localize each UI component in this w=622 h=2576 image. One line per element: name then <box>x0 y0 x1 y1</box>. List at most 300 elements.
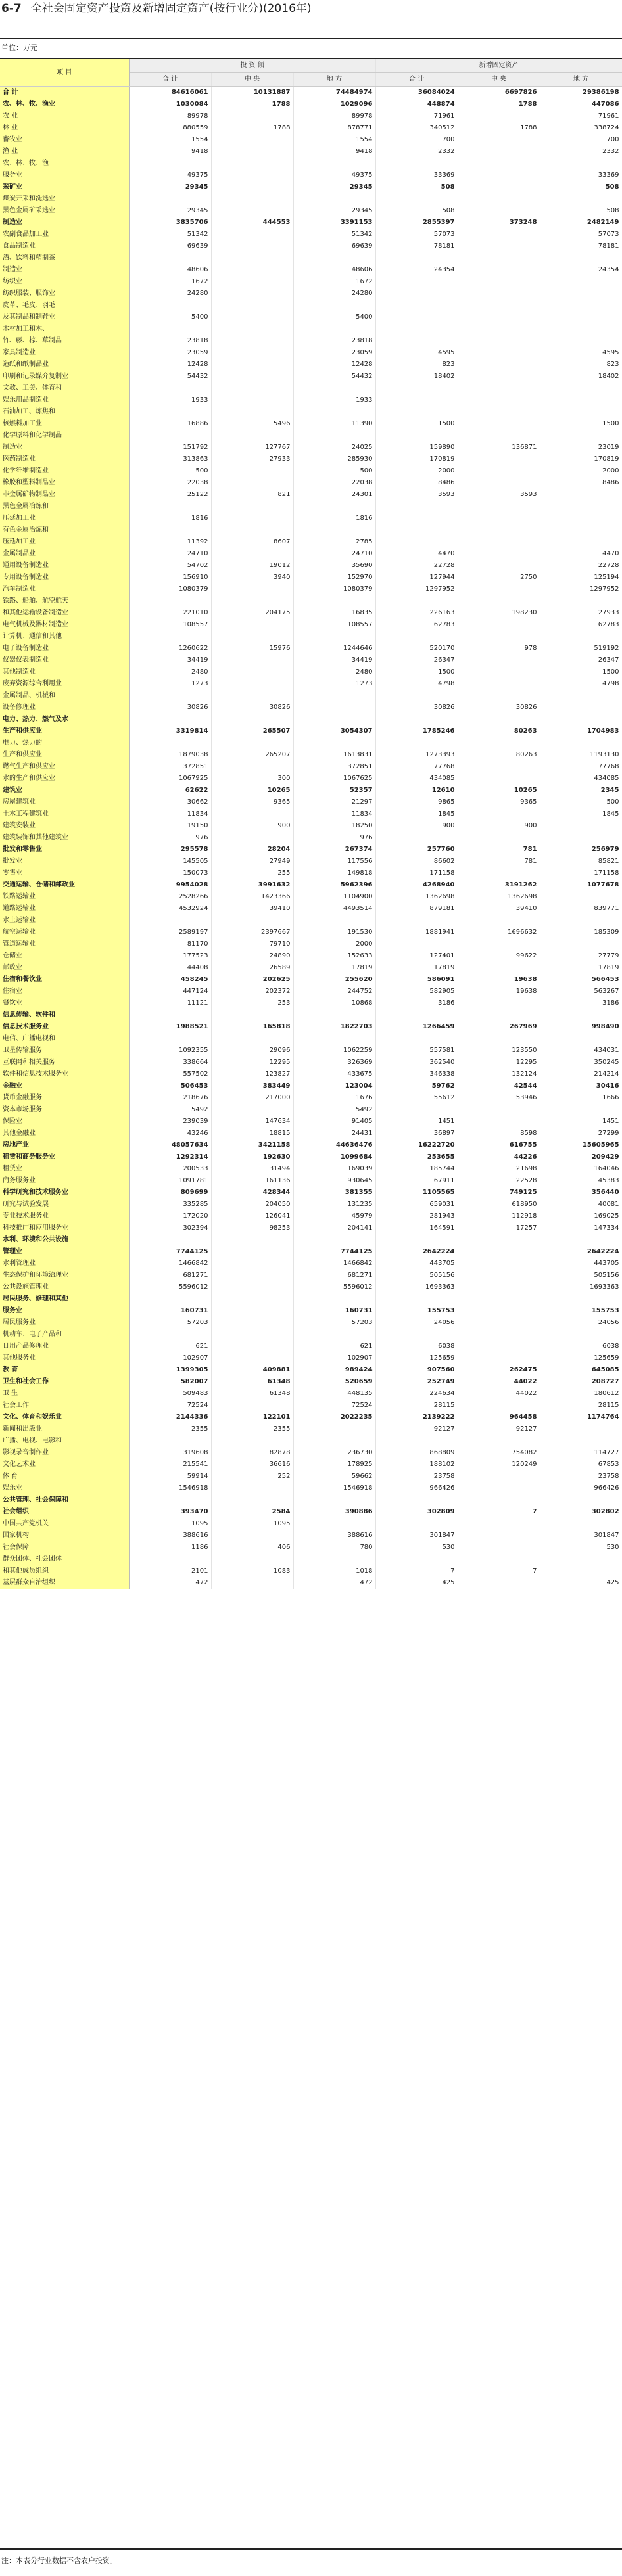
cell-invest-total: 16886 <box>129 418 211 430</box>
cell-invest-total: 1091781 <box>129 1175 211 1187</box>
cell-invest-total: 1933 <box>129 394 211 406</box>
cell-invest-local <box>293 406 375 418</box>
cell-invest-central <box>211 1352 293 1364</box>
cell-new-central: 30826 <box>458 702 540 714</box>
cell-invest-local: 5400 <box>293 311 375 323</box>
cell-new-local: 27779 <box>540 950 622 962</box>
cell-invest-total: 2480 <box>129 666 211 678</box>
cell-invest-total: 2589197 <box>129 927 211 938</box>
row-label: 医药制造业 <box>0 453 129 465</box>
cell-invest-total <box>129 690 211 702</box>
cell-new-central <box>458 1471 540 1483</box>
table-row <box>0 1412 622 1423</box>
cell-new-central <box>458 110 540 122</box>
table-row <box>0 193 622 205</box>
cell-invest-local: 267374 <box>293 844 375 856</box>
row-label: 租赁和商务服务业 <box>0 1151 129 1163</box>
cell-new-central: 978 <box>458 643 540 655</box>
cell-invest-central: 122101 <box>211 1412 293 1423</box>
cell-invest-central <box>211 170 293 181</box>
cell-new-total: 127401 <box>375 950 458 962</box>
cell-invest-total: 557502 <box>129 1069 211 1080</box>
row-label: 邮政业 <box>0 962 129 974</box>
header-item: 项 目 <box>0 59 129 87</box>
cell-invest-central <box>211 595 293 607</box>
cell-new-local <box>540 489 622 501</box>
cell-new-total: 125659 <box>375 1352 458 1364</box>
cell-invest-total <box>129 1435 211 1447</box>
cell-invest-total: 151792 <box>129 442 211 453</box>
cell-new-central <box>458 465 540 477</box>
cell-invest-total <box>129 1329 211 1341</box>
cell-invest-local: 1676 <box>293 1092 375 1104</box>
cell-invest-total: 81170 <box>129 938 211 950</box>
cell-invest-central: 10265 <box>211 785 293 796</box>
cell-new-total: 2139222 <box>375 1412 458 1423</box>
row-label: 卫生和社会工作 <box>0 1376 129 1388</box>
cell-invest-total: 218676 <box>129 1092 211 1104</box>
row-label: 仓储业 <box>0 950 129 962</box>
cell-invest-local: 11834 <box>293 808 375 820</box>
cell-invest-local <box>293 714 375 725</box>
cell-new-total <box>375 832 458 844</box>
cell-new-central <box>458 1234 540 1246</box>
cell-new-total: 170819 <box>375 453 458 465</box>
cell-invest-central <box>211 832 293 844</box>
cell-new-central <box>458 323 540 335</box>
cell-invest-central <box>211 1033 293 1045</box>
cell-invest-local: 2785 <box>293 536 375 548</box>
cell-invest-local: 989424 <box>293 1364 375 1376</box>
cell-new-total: 3186 <box>375 998 458 1009</box>
cell-invest-central <box>211 394 293 406</box>
cell-new-total <box>375 323 458 335</box>
table-row <box>0 998 622 1009</box>
row-label: 煤炭开采和洗选业 <box>0 193 129 205</box>
cell-invest-total: 51342 <box>129 229 211 241</box>
table-row <box>0 1329 622 1341</box>
cell-invest-local <box>293 501 375 513</box>
cell-new-total <box>375 1435 458 1447</box>
cell-new-central: 6697826 <box>458 87 540 99</box>
row-label: 造纸和纸制品业 <box>0 359 129 371</box>
cell-new-total: 164591 <box>375 1222 458 1234</box>
cell-invest-central <box>211 655 293 666</box>
cell-invest-central: 406 <box>211 1542 293 1553</box>
cell-invest-central: 3991632 <box>211 879 293 891</box>
cell-new-central <box>458 1009 540 1021</box>
cell-invest-total: 156910 <box>129 572 211 584</box>
cell-invest-local: 681271 <box>293 1270 375 1281</box>
cell-new-local: 966426 <box>540 1483 622 1494</box>
cell-new-central: 19638 <box>458 974 540 986</box>
cell-invest-total: 388616 <box>129 1530 211 1542</box>
cell-new-total: 92127 <box>375 1423 458 1435</box>
cell-invest-total <box>129 1293 211 1305</box>
cell-invest-central: 9365 <box>211 796 293 808</box>
table-row <box>0 1258 622 1270</box>
cell-invest-local: 74484974 <box>293 87 375 99</box>
row-label: 电信、广播电视和 <box>0 1033 129 1045</box>
cell-new-total: 171158 <box>375 867 458 879</box>
cell-invest-total: 335285 <box>129 1199 211 1210</box>
cell-new-total: 879181 <box>375 903 458 915</box>
cell-new-total <box>375 714 458 725</box>
cell-new-central <box>458 146 540 158</box>
cell-new-central <box>458 170 540 181</box>
cell-invest-total: 509483 <box>129 1388 211 1400</box>
cell-new-local <box>540 702 622 714</box>
cell-invest-local: 44636476 <box>293 1139 375 1151</box>
table-row <box>0 430 622 442</box>
cell-new-total: 2332 <box>375 146 458 158</box>
cell-new-local: 350245 <box>540 1057 622 1069</box>
cell-new-total: 224634 <box>375 1388 458 1400</box>
cell-new-central <box>458 1483 540 1494</box>
row-label: 专业技术服务业 <box>0 1210 129 1222</box>
cell-new-total: 520170 <box>375 643 458 655</box>
cell-invest-local: 1080379 <box>293 584 375 595</box>
cell-new-central: 22528 <box>458 1175 540 1187</box>
cell-new-total: 159890 <box>375 442 458 453</box>
cell-new-local: 443705 <box>540 1258 622 1270</box>
table-row <box>0 879 622 891</box>
cell-invest-central <box>211 678 293 690</box>
row-label: 水上运输业 <box>0 915 129 927</box>
cell-new-central <box>458 241 540 252</box>
cell-new-local <box>540 1293 622 1305</box>
cell-new-total: 362540 <box>375 1057 458 1069</box>
cell-new-local: 645085 <box>540 1364 622 1376</box>
cell-new-local: 256979 <box>540 844 622 856</box>
cell-new-total: 586091 <box>375 974 458 986</box>
cell-new-total: 1845 <box>375 808 458 820</box>
table-row <box>0 146 622 158</box>
cell-new-central <box>458 394 540 406</box>
cell-invest-local <box>293 524 375 536</box>
cell-invest-total: 34419 <box>129 655 211 666</box>
cell-invest-local <box>293 1009 375 1021</box>
cell-invest-total: 22038 <box>129 477 211 489</box>
cell-invest-local: 59662 <box>293 1471 375 1483</box>
cell-invest-total <box>129 406 211 418</box>
row-label: 和其他运输设备制造业 <box>0 607 129 619</box>
table-row <box>0 1222 622 1234</box>
cell-invest-total: 1466842 <box>129 1258 211 1270</box>
cell-invest-local: 123004 <box>293 1080 375 1092</box>
cell-new-local: 169025 <box>540 1210 622 1222</box>
table-row <box>0 442 622 453</box>
cell-invest-total <box>129 1033 211 1045</box>
cell-new-total: 253655 <box>375 1151 458 1163</box>
cell-new-central <box>458 335 540 347</box>
cell-invest-central <box>211 1305 293 1317</box>
cell-invest-central: 165818 <box>211 1021 293 1033</box>
cell-new-total: 36897 <box>375 1128 458 1139</box>
cell-invest-central: 82878 <box>211 1447 293 1459</box>
cell-new-central <box>458 453 540 465</box>
row-label: 核燃料加工业 <box>0 418 129 430</box>
table-row <box>0 796 622 808</box>
cell-invest-central <box>211 205 293 217</box>
cell-new-total: 155753 <box>375 1305 458 1317</box>
row-label: 水利管理业 <box>0 1258 129 1270</box>
cell-invest-central: 28204 <box>211 844 293 856</box>
cell-new-local <box>540 323 622 335</box>
cell-new-total: 505156 <box>375 1270 458 1281</box>
row-label: 娱乐业 <box>0 1483 129 1494</box>
row-label: 其他金融业 <box>0 1128 129 1139</box>
cell-invest-central: 19012 <box>211 560 293 572</box>
table-row <box>0 359 622 371</box>
cell-new-total <box>375 311 458 323</box>
cell-new-central <box>458 666 540 678</box>
cell-new-central <box>458 1104 540 1116</box>
cell-new-local: 566453 <box>540 974 622 986</box>
cell-invest-local: 2000 <box>293 938 375 950</box>
cell-new-central <box>458 252 540 264</box>
cell-new-local <box>540 832 622 844</box>
cell-invest-total: 295578 <box>129 844 211 856</box>
cell-invest-central <box>211 1483 293 1494</box>
cell-invest-total <box>129 193 211 205</box>
cell-new-total <box>375 252 458 264</box>
cell-new-local: 28115 <box>540 1400 622 1412</box>
table-row <box>0 205 622 217</box>
cell-new-total: 346338 <box>375 1069 458 1080</box>
table-row <box>0 714 622 725</box>
row-label: 信息传输、软件和 <box>0 1009 129 1021</box>
cell-new-central <box>458 1542 540 1553</box>
cell-invest-local: 72524 <box>293 1400 375 1412</box>
cell-invest-total: 19150 <box>129 820 211 832</box>
cell-new-central: 44022 <box>458 1376 540 1388</box>
table-row <box>0 548 622 560</box>
cell-new-central <box>458 193 540 205</box>
cell-invest-local <box>293 1553 375 1565</box>
cell-invest-central: 147634 <box>211 1116 293 1128</box>
cell-new-total: 425 <box>375 1577 458 1589</box>
table-row <box>0 1352 622 1364</box>
cell-new-local <box>540 938 622 950</box>
table-row <box>0 950 622 962</box>
cell-new-local: 500 <box>540 796 622 808</box>
cell-invest-total: 48606 <box>129 264 211 276</box>
table-row <box>0 808 622 820</box>
row-label: 文化艺术业 <box>0 1459 129 1471</box>
cell-invest-local: 448135 <box>293 1388 375 1400</box>
cell-invest-central <box>211 300 293 311</box>
cell-new-local: 508 <box>540 205 622 217</box>
cell-new-total <box>375 595 458 607</box>
cell-invest-local <box>293 1329 375 1341</box>
cell-new-local <box>540 524 622 536</box>
cell-new-local <box>540 891 622 903</box>
table-row <box>0 572 622 584</box>
cell-invest-total: 108557 <box>129 619 211 631</box>
cell-invest-central: 31494 <box>211 1163 293 1175</box>
cell-new-local <box>540 690 622 702</box>
row-label: 酒、饮料和精制茶 <box>0 252 129 264</box>
row-label: 纺织业 <box>0 276 129 288</box>
cell-new-central <box>458 1293 540 1305</box>
row-label: 批发和零售业 <box>0 844 129 856</box>
cell-new-central: 262475 <box>458 1364 540 1376</box>
cell-invest-local: 1546918 <box>293 1483 375 1494</box>
table-row <box>0 110 622 122</box>
cell-new-central: 112918 <box>458 1210 540 1222</box>
cell-new-local: 30416 <box>540 1080 622 1092</box>
cell-new-total: 24354 <box>375 264 458 276</box>
cell-invest-local: 51342 <box>293 229 375 241</box>
cell-new-central: 44022 <box>458 1388 540 1400</box>
cell-new-local: 24354 <box>540 264 622 276</box>
table-number: 6-7 <box>1 2 22 15</box>
cell-invest-central <box>211 524 293 536</box>
cell-new-total: 24056 <box>375 1317 458 1329</box>
table-row <box>0 595 622 607</box>
cell-invest-total: 24710 <box>129 548 211 560</box>
cell-new-central: 964458 <box>458 1412 540 1423</box>
cell-new-local: 447086 <box>540 99 622 110</box>
cell-new-total <box>375 1329 458 1341</box>
row-label: 教 育 <box>0 1364 129 1376</box>
table-row <box>0 1400 622 1412</box>
cell-new-central <box>458 1270 540 1281</box>
cell-invest-central: 253 <box>211 998 293 1009</box>
cell-new-total: 1105565 <box>375 1187 458 1199</box>
cell-new-local <box>540 1553 622 1565</box>
cell-invest-total: 976 <box>129 832 211 844</box>
row-label: 化学纤维制造业 <box>0 465 129 477</box>
header-new-central: 中 央 <box>458 73 540 87</box>
row-label: 印刷和记录媒介复制业 <box>0 371 129 382</box>
table-row <box>0 536 622 548</box>
table-row <box>0 335 622 347</box>
table-row <box>0 1151 622 1163</box>
cell-new-local <box>540 737 622 749</box>
header-row-groups <box>0 59 622 73</box>
cell-invest-central: 202372 <box>211 986 293 998</box>
cell-invest-central: 18815 <box>211 1128 293 1139</box>
top-rule <box>0 38 622 39</box>
cell-invest-central: 8607 <box>211 536 293 548</box>
cell-invest-central <box>211 1258 293 1270</box>
table-row <box>0 1175 622 1187</box>
cell-invest-central: 27949 <box>211 856 293 867</box>
cell-invest-local <box>293 737 375 749</box>
cell-new-total: 188102 <box>375 1459 458 1471</box>
cell-new-local: 425 <box>540 1577 622 1589</box>
cell-new-total: 659031 <box>375 1199 458 1210</box>
cell-invest-local: 23059 <box>293 347 375 359</box>
row-label: 卫 生 <box>0 1388 129 1400</box>
cell-invest-local: 1822703 <box>293 1021 375 1033</box>
cell-invest-total: 54702 <box>129 560 211 572</box>
row-label: 软件和信息技术服务业 <box>0 1069 129 1080</box>
cell-new-total <box>375 382 458 394</box>
cell-new-total: 30826 <box>375 702 458 714</box>
cell-invest-local: 244752 <box>293 986 375 998</box>
cell-new-local: 839771 <box>540 903 622 915</box>
cell-invest-total: 150073 <box>129 867 211 879</box>
cell-invest-local: 117556 <box>293 856 375 867</box>
cell-new-local <box>540 536 622 548</box>
cell-new-local: 519192 <box>540 643 622 655</box>
cell-invest-central: 36616 <box>211 1459 293 1471</box>
row-label: 压延加工业 <box>0 513 129 524</box>
cell-new-total: 257760 <box>375 844 458 856</box>
table-row <box>0 1104 622 1116</box>
cell-invest-central <box>211 808 293 820</box>
cell-invest-central <box>211 690 293 702</box>
cell-new-central <box>458 430 540 442</box>
cell-new-local <box>540 406 622 418</box>
cell-new-total: 127944 <box>375 572 458 584</box>
cell-new-local: 2482149 <box>540 217 622 229</box>
cell-invest-local: 1067625 <box>293 773 375 785</box>
cell-invest-local: 18250 <box>293 820 375 832</box>
cell-new-total <box>375 631 458 643</box>
cell-new-local: 27299 <box>540 1128 622 1139</box>
cell-invest-central <box>211 1104 293 1116</box>
cell-invest-central: 3421158 <box>211 1139 293 1151</box>
cell-invest-central <box>211 406 293 418</box>
table-row <box>0 678 622 690</box>
table-row <box>0 1376 622 1388</box>
cell-invest-central <box>211 371 293 382</box>
cell-invest-total <box>129 1553 211 1565</box>
cell-invest-central <box>211 1435 293 1447</box>
cell-invest-total: 11834 <box>129 808 211 820</box>
cell-invest-total <box>129 631 211 643</box>
cell-new-total: 23758 <box>375 1471 458 1483</box>
cell-new-local: 3186 <box>540 998 622 1009</box>
cell-invest-central: 39410 <box>211 903 293 915</box>
table-row <box>0 418 622 430</box>
cell-new-central: 92127 <box>458 1423 540 1435</box>
table-row <box>0 820 622 832</box>
row-label: 社会工作 <box>0 1400 129 1412</box>
cell-invest-local: 131235 <box>293 1199 375 1210</box>
row-label: 电气机械及器材制造业 <box>0 619 129 631</box>
cell-invest-total <box>129 737 211 749</box>
cell-new-total <box>375 430 458 442</box>
cell-invest-central <box>211 465 293 477</box>
table-row <box>0 252 622 264</box>
cell-invest-local: 1816 <box>293 513 375 524</box>
table-row <box>0 761 622 773</box>
row-label: 家具制造业 <box>0 347 129 359</box>
row-label: 商务服务业 <box>0 1175 129 1187</box>
cell-invest-total <box>129 1009 211 1021</box>
cell-new-central: 80263 <box>458 725 540 737</box>
cell-invest-central <box>211 666 293 678</box>
cell-new-total: 1500 <box>375 666 458 678</box>
table-row <box>0 1009 622 1021</box>
table-row <box>0 300 622 311</box>
cell-invest-local <box>293 690 375 702</box>
cell-invest-total: 2355 <box>129 1423 211 1435</box>
cell-invest-local: 388616 <box>293 1530 375 1542</box>
cell-invest-local <box>293 323 375 335</box>
cell-invest-local: 1029096 <box>293 99 375 110</box>
cell-invest-local <box>293 702 375 714</box>
cell-new-central <box>458 300 540 311</box>
table-row <box>0 371 622 382</box>
cell-new-local <box>540 394 622 406</box>
table-row <box>0 607 622 619</box>
